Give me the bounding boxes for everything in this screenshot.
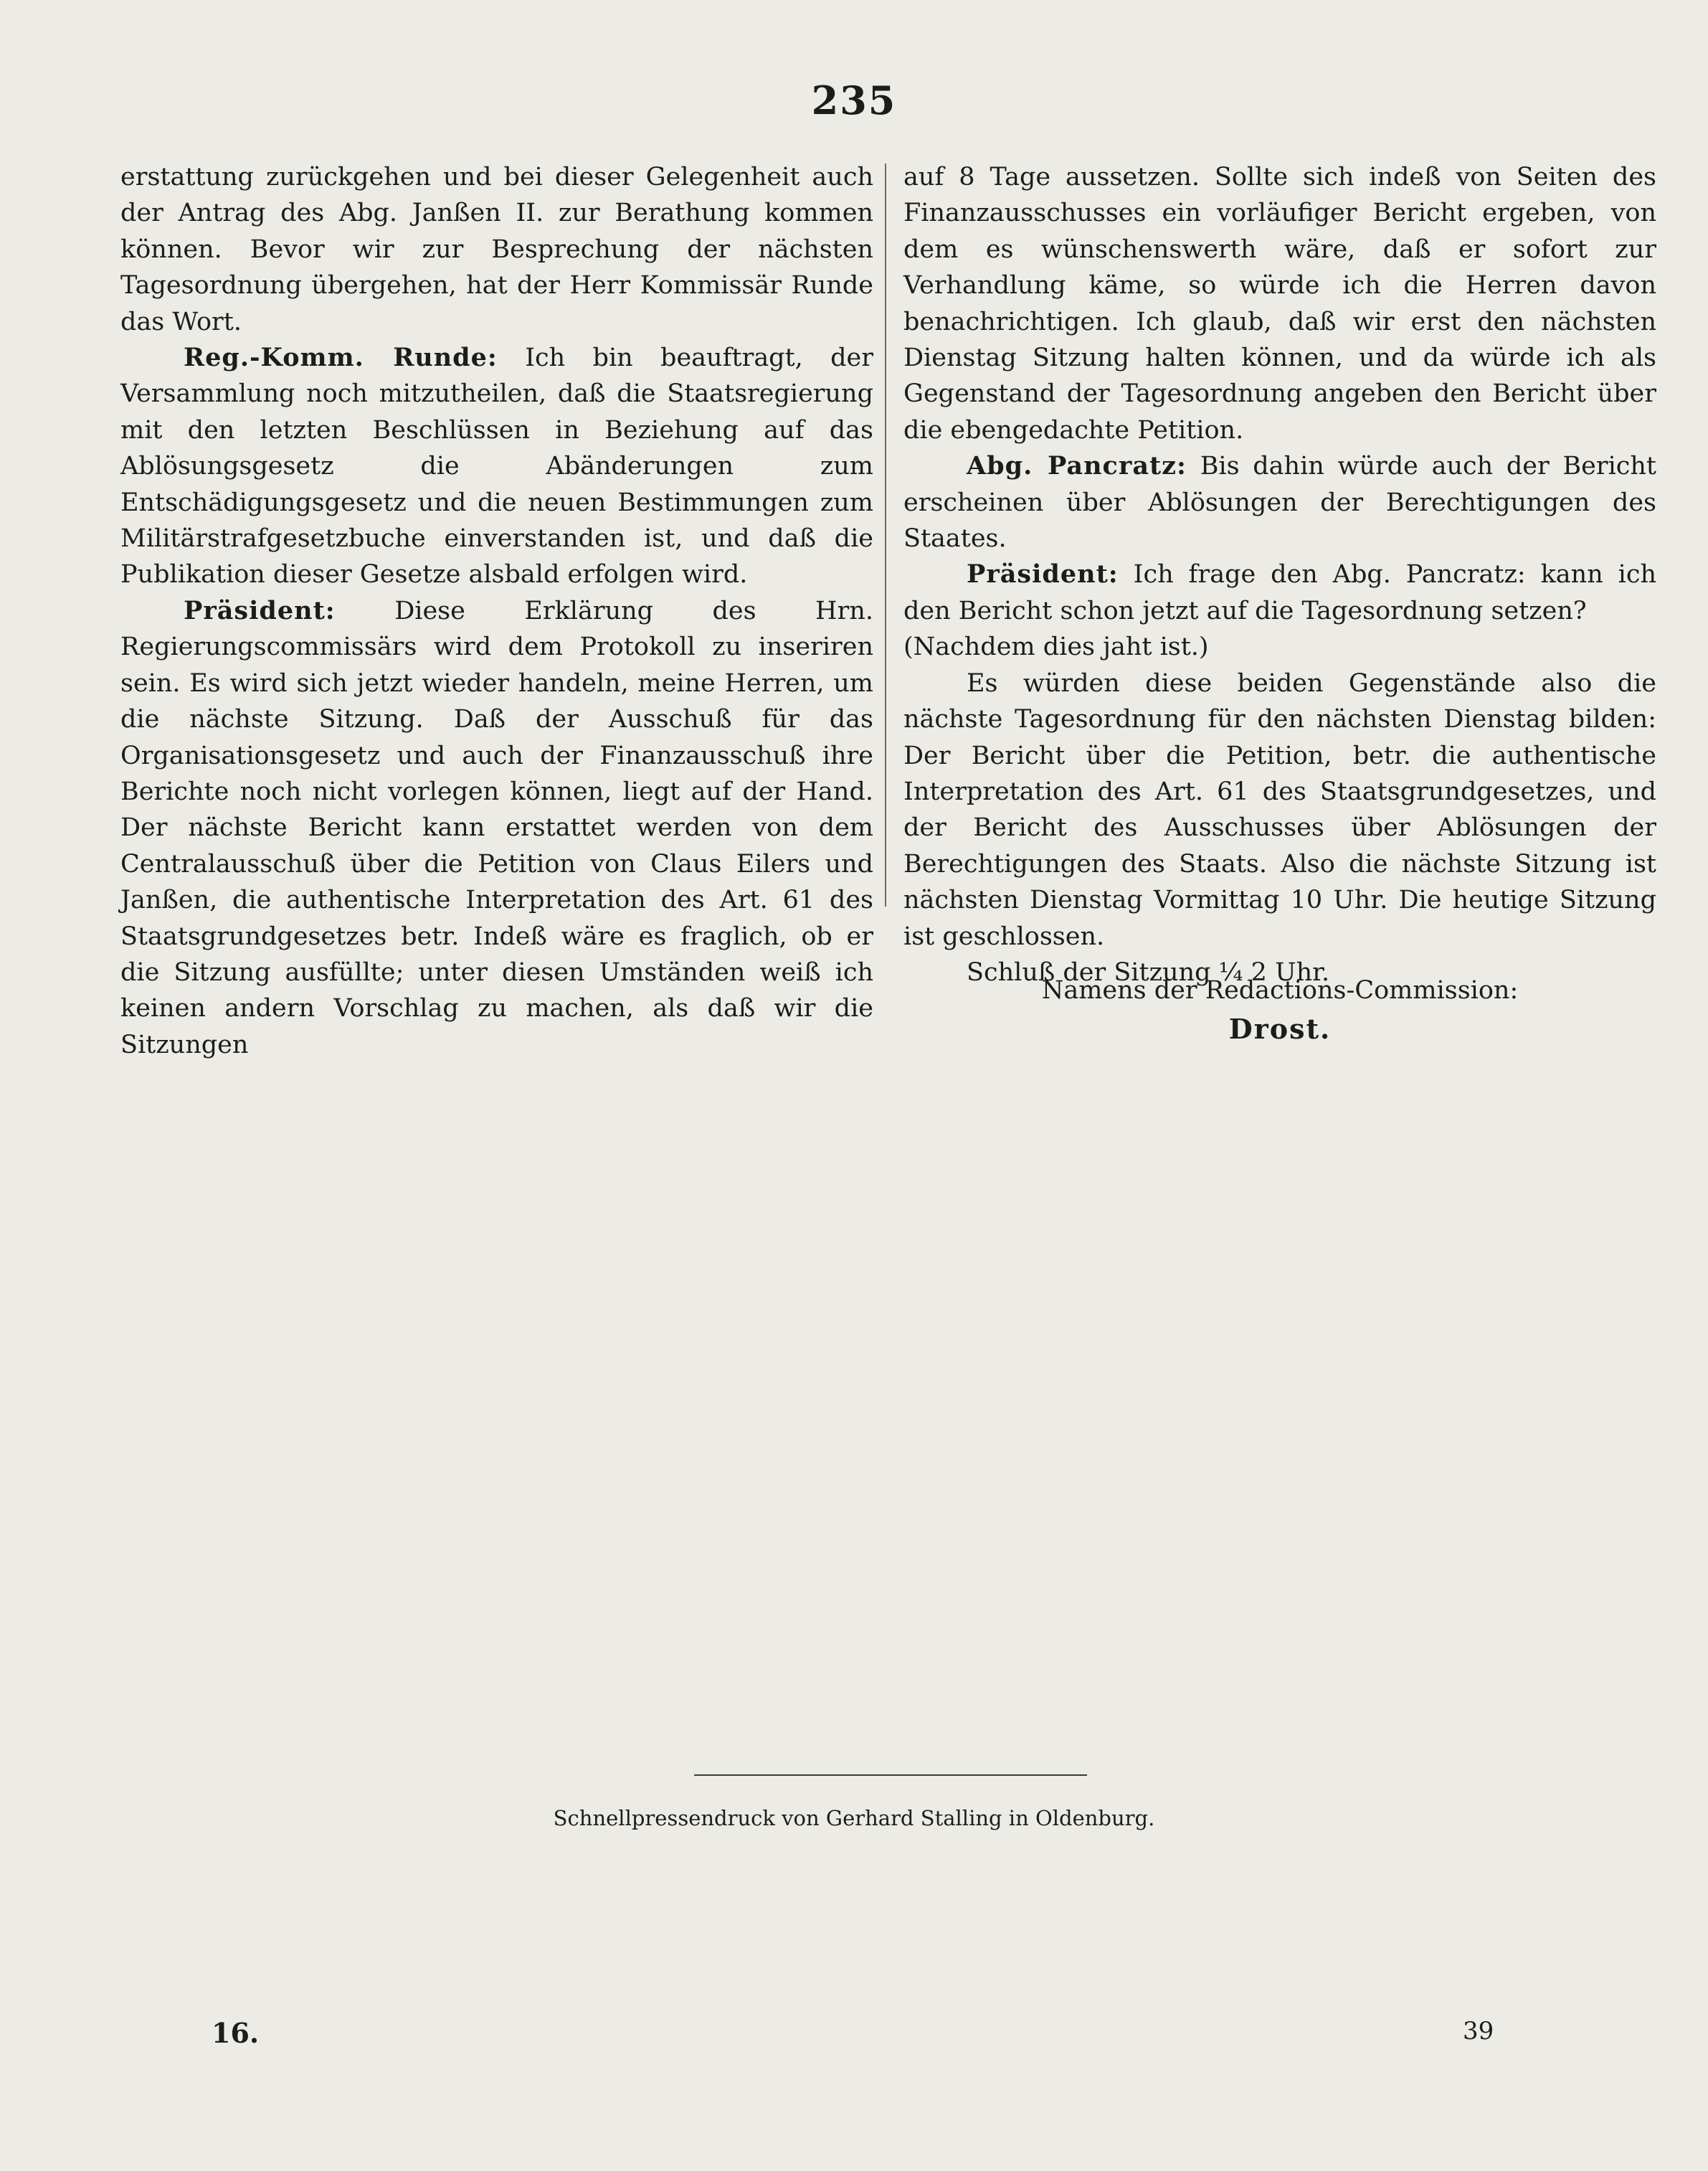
speaker-label: Präsident: (184, 595, 336, 625)
parenthetical-note: (Nachdem dies jaht ist.) (903, 633, 1209, 662)
speaker-label: Reg.-Komm. Runde: (184, 343, 498, 373)
paragraph-continuation: auf 8 Tage aussetzen. Sollte sich indeß von Seiten des Finanzausschusses ein vorläufiger Bericht ergeben, von dem es wünschenswerth wäre, daß er sofort zur Verhandlung käme, so würde ich die Herren davon benachrichtigen. Ich glaub, daß wir erst den nächsten Dienstag Sitzung halten können, und da würde ich als Gegenstand der Tagesordnung angeben den Bericht über die ebengedachte Petition. (903, 163, 1656, 445)
speech-text: Ich bin beauftragt, der Versammlung noch mitzutheilen, daß die Staatsregierung mit den letzten Beschlüssen in Beziehung auf das Ablösungsgesetz die Abänderungen zum Entschädigungsgesetz und die neuen Bestimmungen zum Militärstrafgesetzbuche einverstanden ist, und daß die Publikation dieser Gesetze alsbald erfolgen wird. (120, 344, 873, 590)
speech-text: Bis dahin würde auch der Bericht erscheinen über Ablösungen der Berechtigungen des Staates. (903, 452, 1656, 554)
session-close: Schluß der Sitzung ¼ 2 Uhr. (967, 957, 1330, 987)
speech-praesident (903, 557, 1656, 629)
right-column (903, 159, 1656, 990)
printer-line: Schnellpressendruck von Gerhard Stalling in Oldenburg. (553, 1806, 1155, 1830)
column-divider (885, 164, 886, 907)
speech-text: Ich frage den Abg. Pancratz: kann ich den Bericht schon jetzt auf die Tagesordnung setzen? (903, 560, 1656, 625)
left-column (120, 159, 873, 1063)
speaker-label: Präsident: (967, 559, 1119, 590)
speaker-label: Abg. Pancratz: (967, 451, 1187, 481)
footer-rule (694, 1774, 1087, 1776)
speech-praesident (120, 593, 873, 1063)
speech-runde (120, 340, 873, 593)
page-number: 235 (811, 77, 897, 123)
speech-continuation: Es würden diese beiden Gegenstände also die nächste Tagesordnung für den nächsten Dienstag bilden: Der Bericht über die Petition, betr. die authentische Interpretation des Art. 61 des Staatsgrundgesetzes, und der Bericht des Ausschusses über Ablösungen der Berechtigungen des Staats. Also die nächste Sitzung ist nächsten Dienstag Vormittag 10 Uhr. Die heutige Sitzung ist geschlossen. (903, 668, 1656, 951)
speech-pancratz (903, 448, 1656, 557)
speech-text: Diese Erklärung des Hrn. Regierungscommissärs wird dem Protokoll zu inseriren sein. Es wird sich jetzt wieder handeln, meine Herren, um die nächste Sitzung. Daß der Ausschuß für das Organisationsgesetz und auch der Finanzausschuß ihre Berichte noch nicht vorlegen können, liegt auf der Hand. Der nächste Bericht kann erstattet werden von dem Centralausschuß über die Petition von Claus Eilers und Janßen, die authentische Interpretation des Art. 61 des Staatsgrundgesetzes betr. Indeß wäre es fraglich, ob er die Sitzung ausfüllte; unter diesen Umständen weiß ich keinen andern Vorschlag zu machen, als daß wir die Sitzungen (120, 596, 873, 1059)
signature-number: 16. (212, 2017, 260, 2049)
signature-label: Namens der Redactions-Commission: (1041, 976, 1519, 1005)
sheet-number: 39 (1463, 2017, 1494, 2045)
signature-name: Drost. (1228, 1013, 1332, 1045)
paragraph-continuation: erstattung zurückgehen und bei dieser Gelegenheit auch der Antrag des Abg. Janßen II. zur Berathung kommen können. Bevor wir zur Besprechung der nächsten Tagesordnung übergehen, hat der Herr Kommissär Runde das Wort. (120, 163, 873, 336)
